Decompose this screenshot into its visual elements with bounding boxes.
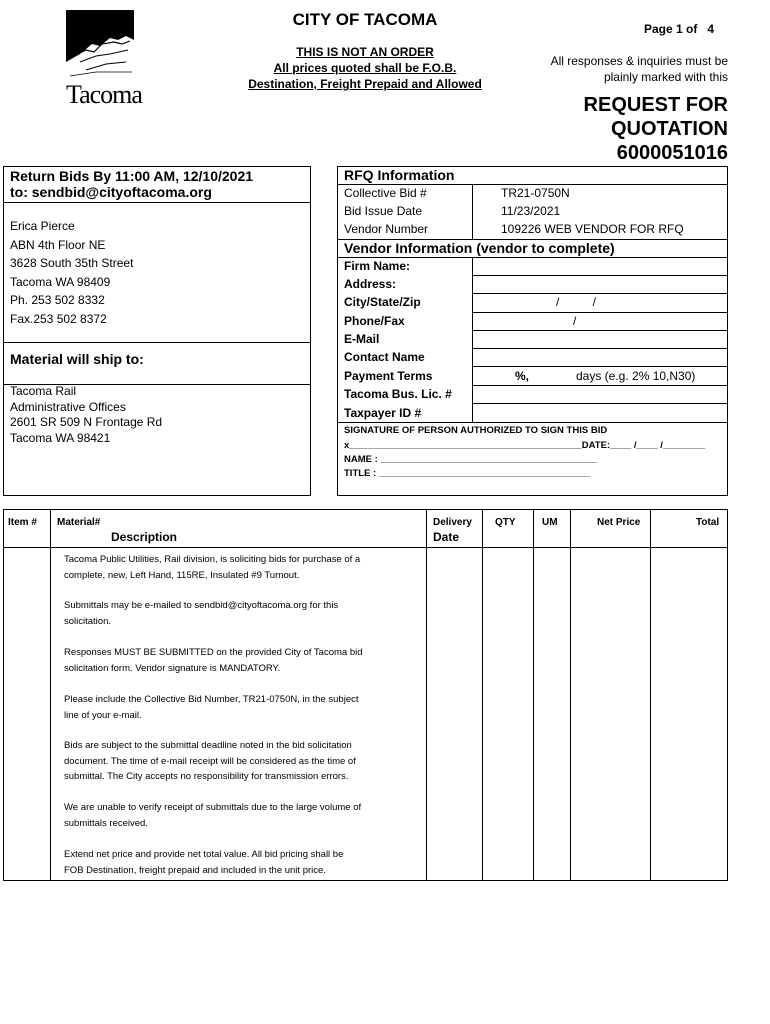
vendor-info-heading: Vendor Information (vendor to complete) xyxy=(344,240,615,256)
address-label: Address: xyxy=(344,277,397,291)
response-note: All responses & inquiries must be plainly marked with this xyxy=(550,54,728,84)
phone-fax-label: Phone/Fax xyxy=(344,314,405,328)
city-state-zip-label: City/State/Zip xyxy=(344,295,421,309)
description-paragraph: Extend net price and provide net total value. All bid pricing shall be FOB Destination, freight prepaid and included in the unit price. xyxy=(64,849,344,876)
payment-percent: %, xyxy=(515,369,530,383)
address-field[interactable] xyxy=(472,293,728,294)
description-paragraph: Submittals may be e-mailed to sendbid@cityoftacoma.org for this solicitation. xyxy=(64,600,339,627)
date-header: Date xyxy=(433,530,460,544)
column-divider xyxy=(426,509,427,881)
divider xyxy=(3,342,311,343)
column-divider xyxy=(482,509,483,881)
city-title: CITY OF TACOMA xyxy=(292,10,438,29)
return-bids-box xyxy=(3,166,311,496)
total-header: Total xyxy=(696,517,720,528)
rfq-number: 6000051016 xyxy=(616,142,728,164)
divider xyxy=(337,422,728,423)
page-number: Page 1 of 4 xyxy=(644,22,715,36)
buyer-contact: Erica Pierce ABN 4th Floor NE 3628 South 35th Street Tacoma WA 98409 Ph. 253 502 8332 Fax.253 502 8372 xyxy=(10,219,134,326)
description-paragraph: Responses MUST BE SUBMITTED on the provided City of Tacoma bid solicitation form. Vendor signature is MANDATORY. xyxy=(64,647,363,674)
return-bids-heading: Return Bids By 11:00 AM, 12/10/2021 to: sendbid@cityoftacoma.org xyxy=(10,168,254,200)
city-state-zip-field[interactable] xyxy=(472,312,728,313)
phone-fax-separator: / xyxy=(573,314,577,328)
table-header-divider xyxy=(3,547,728,548)
rfq-info-heading: RFQ Information xyxy=(344,167,455,183)
material-number-header: Material# xyxy=(57,517,101,528)
contact-name-label: Contact Name xyxy=(344,350,425,364)
vendor-number-label: Vendor Number xyxy=(344,222,429,236)
column-divider xyxy=(50,509,51,881)
column-divider xyxy=(533,509,534,881)
vendor-number-value: 109226 WEB VENDOR FOR RFQ xyxy=(501,222,684,236)
delivery-header: Delivery xyxy=(433,517,472,528)
divider xyxy=(3,202,311,203)
column-divider xyxy=(570,509,571,881)
payment-terms-field[interactable] xyxy=(472,385,728,386)
collective-bid-label: Collective Bid # xyxy=(344,186,427,200)
description-paragraph: Bids are subject to the submittal deadline noted in the bid solicitation document. The time of e-mail receipt will be considered as the time of submittal. The City accepts no responsibility for transmission errors. xyxy=(64,740,356,782)
rfq-title: REQUEST FOR QUOTATION 6000051016 xyxy=(583,94,728,164)
business-license-field[interactable] xyxy=(472,403,728,404)
bid-issue-date-label: Bid Issue Date xyxy=(344,204,423,218)
signature-line[interactable]: x____________________________________________DATE:____ /____ /________ xyxy=(344,440,706,451)
column-divider xyxy=(650,509,651,881)
um-header: UM xyxy=(542,517,558,528)
taxpayer-id-label: Taxpayer ID # xyxy=(344,406,422,420)
description-paragraph: Tacoma Public Utilities, Rail division, is soliciting bids for purchase of a complete, new, Left Hand, 115RE, Insulated #9 Turnout. xyxy=(64,554,361,581)
logo-wordmark: Tacoma xyxy=(66,80,142,109)
phone-fax-field[interactable] xyxy=(472,330,728,331)
email-field[interactable] xyxy=(472,348,728,349)
name-line[interactable]: NAME : _________________________________________ xyxy=(344,454,598,465)
firm-name-field[interactable] xyxy=(472,275,728,276)
business-license-label: Tacoma Bus. Lic. # xyxy=(344,387,452,401)
description-paragraph: Please include the Collective Bid Number, TR21-0750N, in the subject line of your e-mail. xyxy=(64,694,359,721)
qty-header: QTY xyxy=(495,517,516,528)
net-price-header: Net Price xyxy=(597,517,641,528)
signature-heading: SIGNATURE OF PERSON AUTHORIZED TO SIGN THIS BID xyxy=(344,425,608,436)
payment-days: days (e.g. 2% 10,N30) xyxy=(576,369,696,383)
firm-name-label: Firm Name: xyxy=(344,259,411,273)
contact-name-field[interactable] xyxy=(472,366,728,367)
city-state-zip-separators: / / xyxy=(556,295,597,309)
payment-terms-label: Payment Terms xyxy=(344,369,433,383)
not-an-order-notice: THIS IS NOT AN ORDER All prices quoted shall be F.O.B. Destination, Freight Prepaid and Allowed xyxy=(248,45,482,91)
title-line[interactable]: TITLE : ________________________________________ xyxy=(344,468,591,479)
collective-bid-value: TR21-0750N xyxy=(501,186,570,200)
bid-issue-date-value: 11/23/2021 xyxy=(501,204,561,218)
divider xyxy=(337,257,728,258)
email-label: E-Mail xyxy=(344,332,380,346)
ship-to-address: Tacoma Rail Administrative Offices 2601 SR 509 N Frontage Rd Tacoma WA 98421 xyxy=(10,384,163,445)
divider xyxy=(472,184,473,239)
description-paragraph: We are unable to verify receipt of submittals due to the large volume of submittals received. xyxy=(64,802,362,829)
divider xyxy=(337,184,728,185)
ship-to-heading: Material will ship to: xyxy=(10,351,144,367)
description-header: Description xyxy=(111,530,178,544)
item-number-header: Item # xyxy=(8,517,37,528)
divider xyxy=(472,257,473,422)
